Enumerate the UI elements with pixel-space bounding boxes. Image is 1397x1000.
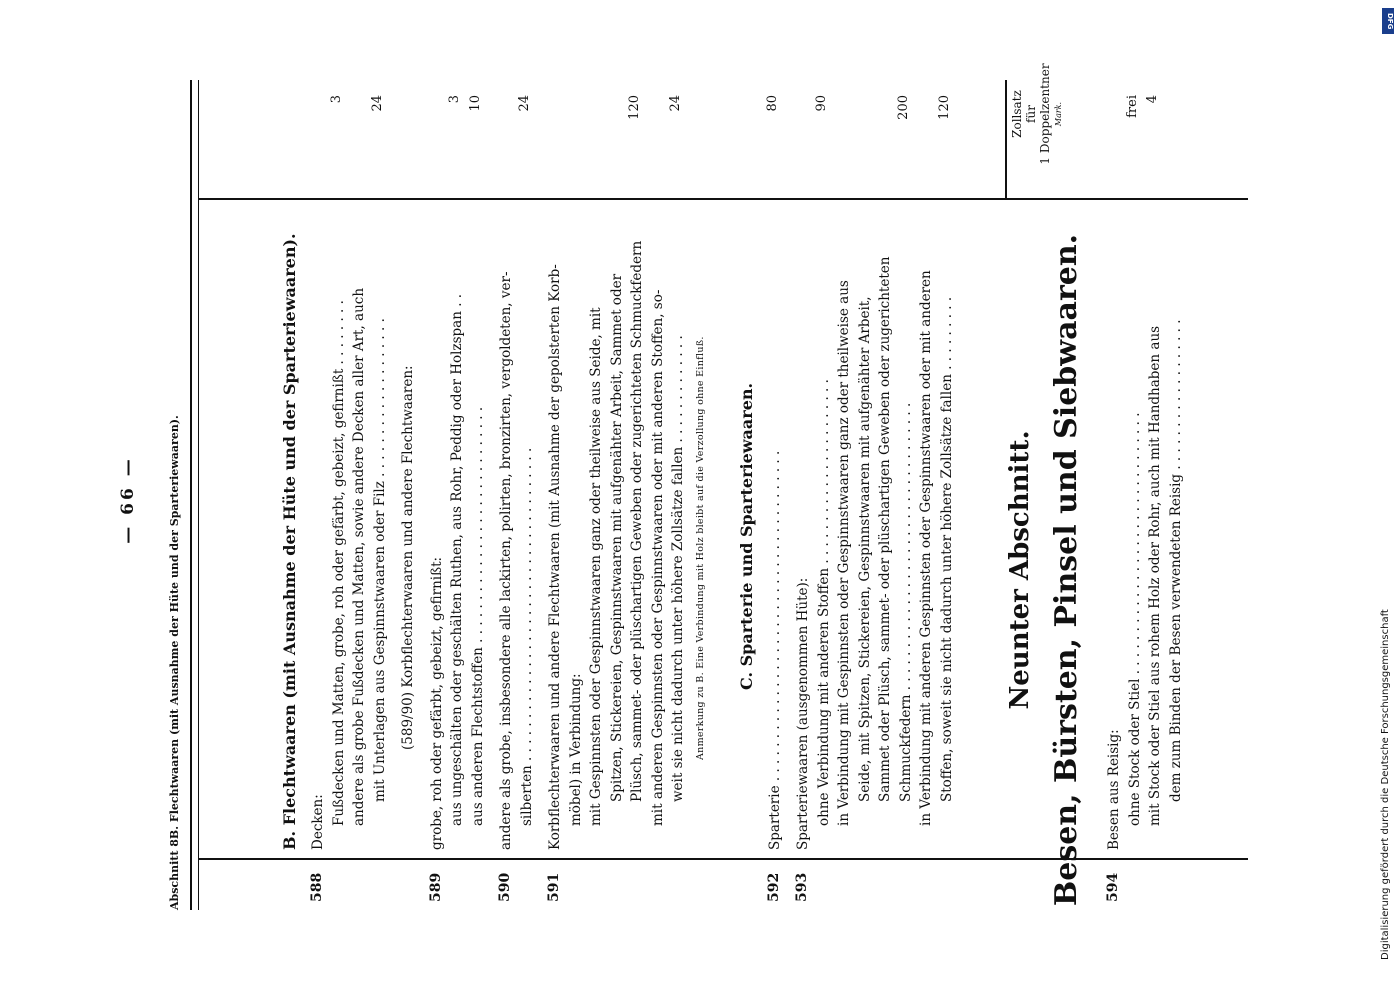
item-text-line: aus anderen Flechtstoffen . . . . . . . . . . . . . . . . . . . . . . . . . . . . xyxy=(469,406,486,826)
item-text-line: mit anderen Gespinnsten oder Gespinnstwaaren oder mit anderen Stoffen, so- xyxy=(649,289,666,826)
item-text-line: in Verbindung mit Gespinnsten oder Gespinnstwaaren ganz oder theilweise aus xyxy=(836,280,852,826)
rate-value: 200 xyxy=(895,95,911,120)
item-text-line: mit Unterlagen aus Gespinnstwaaren oder Filz . . . . . . . . . . . . . . . . . . . xyxy=(371,318,388,802)
item-text-line: Decken: xyxy=(310,794,326,850)
item-text-line: andere als grobe Fußdecken und Matten, sowie andere Decken aller Art, auch xyxy=(351,287,367,826)
item-text-line: mit Stock oder Stiel aus rohem Holz oder Rohr, auch mit Handhaben aus xyxy=(1147,325,1163,826)
header-bottom-rule xyxy=(198,80,199,910)
running-head: Abschnitt 8B. Flechtwaaren (mit Ausnahme der Hüte und der Sparteriewaaren). xyxy=(168,415,181,910)
item-number: 594 xyxy=(1105,872,1121,902)
item-text-line: dem zum Binden der Besen verwendeten Reisig . . . . . . . . . . . . . . . . . . xyxy=(1167,319,1184,802)
digitization-credit: Digitalisierung gefördert durch die Deutsche Forschungsgemeinschaft xyxy=(1380,609,1391,960)
item-number: 590 xyxy=(497,872,513,902)
item-text-line: in Verbindung mit anderen Gespinnsten oder Gespinnstwaaren oder mit anderen xyxy=(918,270,934,826)
rate-header-line-1: Zollsatz xyxy=(1010,90,1024,138)
rate-value: 3 xyxy=(328,95,344,104)
rate-value: 10 xyxy=(467,95,483,112)
section-c-title: C. Sparterie und Sparteriewaaren. xyxy=(736,382,756,690)
item-text-line: Spitzen, Stickereien, Gespinnstwaaren mit aufgenähter Arbeit, Sammet oder xyxy=(608,273,625,802)
rate-header-rule xyxy=(1005,80,1007,200)
dfg-logo: DFG xyxy=(1382,8,1394,34)
item-text-line: ohne Verbindung mit anderen Stoffen . . . . . . . . . . . . . . . . . . . . . . xyxy=(815,379,832,826)
number-column-rule xyxy=(198,858,1248,860)
item-number: 589 xyxy=(427,872,444,902)
item-text-line: Schmuckfedern . . . . . . . . . . . . . . . . . . . . . . . . . . . . . . . . . . xyxy=(897,402,914,802)
item-number: 588 xyxy=(309,872,325,902)
rate-header-line-3: 1 Doppelzentner xyxy=(1038,63,1052,165)
item-number: 593 xyxy=(794,872,810,902)
rate-value: 24 xyxy=(668,95,683,112)
item-text-line: ohne Stock oder Stiel . . . . . . . . . . . . . . . . . . . . . . . . . . . . . . . xyxy=(1126,412,1143,826)
item-text-line: silberten . . . . . . . . . . . . . . . . . . . . . . . . . . . . . . . . . . . . . xyxy=(518,447,535,826)
rate-header-line-2: für xyxy=(1024,105,1038,123)
item-text-line: Stoffen, soweit sie nicht dadurch unter höhere Zollsätze fallen . . . . . . . . . xyxy=(938,296,955,802)
item-text-line: Sparteriewaaren (ausgenommen Hüte): xyxy=(795,577,811,850)
rate-value: 24 xyxy=(516,95,532,112)
rate-header-unit: Mark. xyxy=(1054,101,1063,127)
rate-value: 4 xyxy=(1145,95,1160,104)
rate-value: frei xyxy=(1124,95,1140,118)
item-number: 591 xyxy=(546,872,562,902)
item-text-line: Sammet oder Plüsch, sammet- oder plüschartigen Geweben oder zugerichteten xyxy=(877,256,893,802)
rate-column-header xyxy=(1010,54,1066,174)
item-text-line: Korbflechterwaaren und andere Flechtwaaren (mit Ausnahme der gepolsterten Korb- xyxy=(547,264,563,850)
item-text-line: andere als grobe, insbesondere alle lackirten, polirten, bronzirten, vergoldeten, ver- xyxy=(498,271,514,850)
item-text-line: möbel) in Verbindung: xyxy=(567,673,584,826)
item-text-line: grobe, roh oder gefärbt, gebeizt, gefirnißt: xyxy=(428,556,445,850)
item-text-line: Sparterie . . . . . . . . . . . . . . . . . . . . . . . . . . . . . . . . . . . . . . . xyxy=(766,450,783,850)
item-text-line: mit Gespinnsten oder Gespinnstwaaren ganz oder theilweise aus Seide, mit xyxy=(588,307,604,826)
table-top-rule xyxy=(190,80,192,910)
rate-value: 90 xyxy=(813,95,829,112)
rate-column-rule xyxy=(198,198,1248,200)
item-text-line: aus ungeschälten oder geschälten Ruthen, aus Rohr, Peddig oder Holzspan . . xyxy=(449,293,465,826)
rate-value: 120 xyxy=(627,95,642,120)
item-text-line: weit sie nicht dadurch unter höhere Zollsätze fallen . . . . . . . . . . . . . xyxy=(670,335,686,802)
item-text-line: (589/90) Korbflechterwaaren und andere Flechtwaaren: xyxy=(400,365,416,750)
item-text-line: Seide, mit Spitzen, Stickereien, Gespinnstwaaren mit aufgenähter Arbeit, xyxy=(856,296,873,802)
chapter-title: Besen, Bürsten, Pinsel und Siebwaaren. xyxy=(1049,233,1084,907)
rate-value: 24 xyxy=(369,95,385,112)
item-number: 592 xyxy=(765,872,782,902)
section-b-title: B. Flechtwaaren (mit Ausnahme der Hüte und der Sparteriewaaren). xyxy=(280,233,299,850)
rate-value: 120 xyxy=(936,95,952,120)
section-b-note: Anmerkung zu B. Eine Verbindung mit Holz bleibt auf die Verzollung ohne Einfluß. xyxy=(694,336,706,760)
rate-value: 3 xyxy=(447,95,462,104)
rate-value: 80 xyxy=(764,95,780,112)
digitization-sidebar xyxy=(1380,20,1394,990)
item-text-line: Plüsch, sammet- oder plüschartigen Geweben oder zugerichteten Schmuckfedern xyxy=(629,240,645,802)
item-text-line: Fußdecken und Matten, grobe, roh oder gefärbt, gebeizt, gefirnißt . . . . . . . . xyxy=(330,300,347,826)
chapter-label: Neunter Abschnitt. xyxy=(1005,430,1035,710)
page-number: — 66 — xyxy=(118,456,138,544)
item-text-line: Besen aus Reisig: xyxy=(1106,729,1122,850)
